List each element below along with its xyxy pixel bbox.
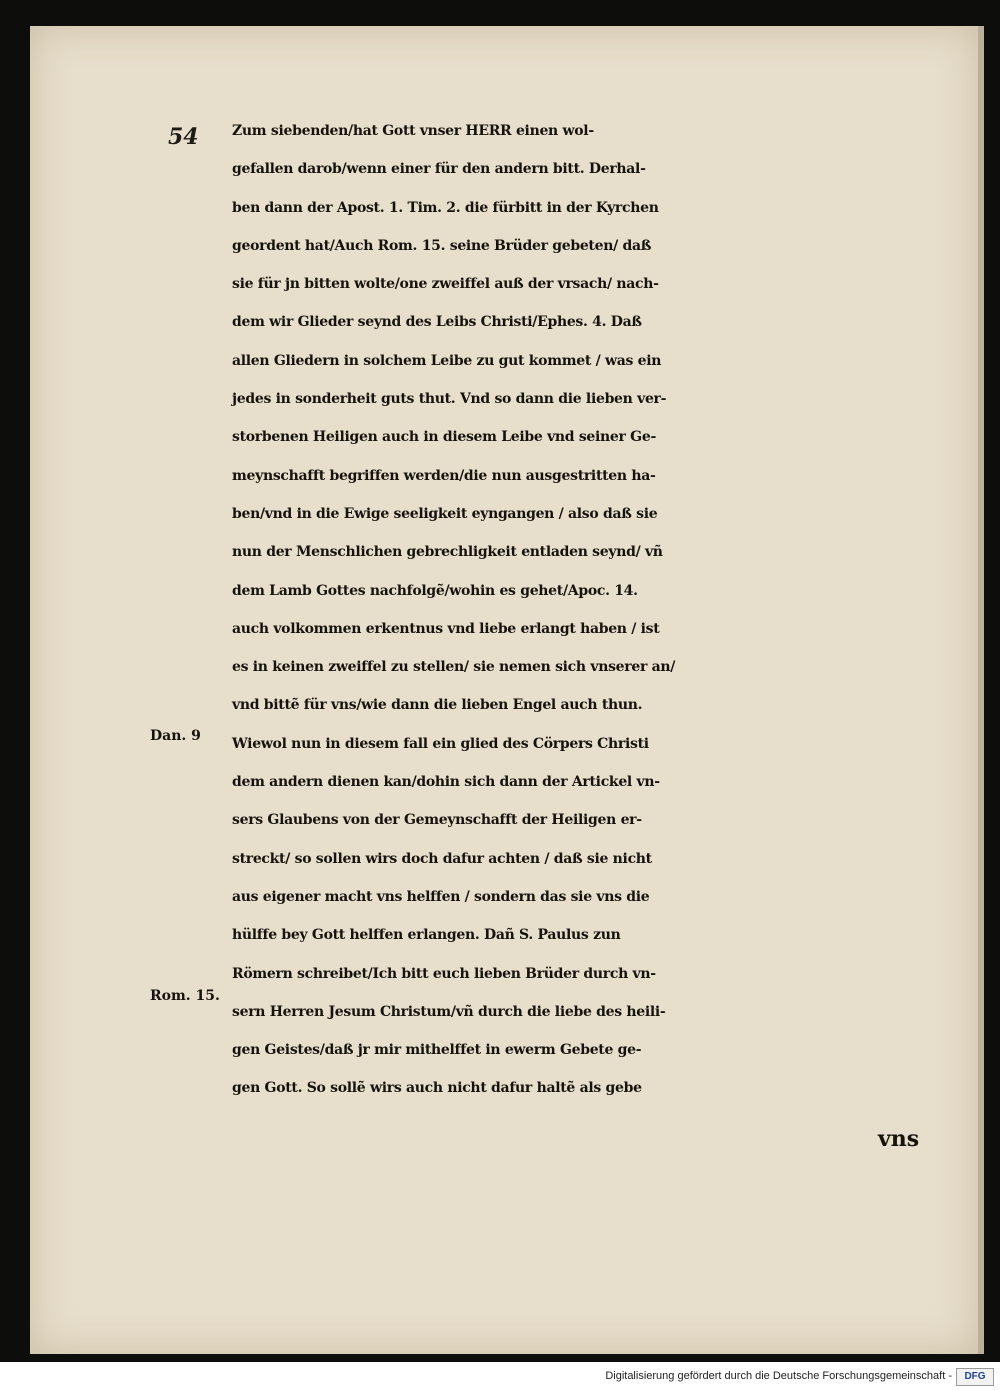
text-line: streckt/ so sollen wirs doch dafur achten / daß sie nicht bbox=[232, 850, 652, 867]
catchword: vns bbox=[878, 1126, 920, 1152]
text-line: sers Glaubens von der Gemeynschafft der Heiligen er- bbox=[232, 812, 642, 829]
footer bbox=[0, 1366, 1000, 1390]
text-line: gen Gott. So sollẽ wirs auch nicht dafur haltẽ als gebe bbox=[232, 1080, 642, 1097]
text-line: dem wir Glieder seynd des Leibs Christi/Ephes. 4. Daß bbox=[232, 314, 642, 331]
footer-credit: Digitalisierung gefördert durch die Deutsche Forschungsgemeinschaft - bbox=[605, 1370, 952, 1382]
text-line: ben dann der Apost. 1. Tim. 2. die fürbitt in der Kyrchen bbox=[232, 199, 659, 216]
text-line: gen Geistes/daß jr mir mithelffet in ewerm Gebete ge- bbox=[232, 1042, 642, 1059]
text-line: jedes in sonderheit guts thut. Vnd so dann die lieben ver- bbox=[232, 391, 667, 408]
text-line: dem Lamb Gottes nachfolgẽ/wohin es gehet/Apoc. 14. bbox=[232, 582, 638, 599]
text-line: storbenen Heiligen auch in diesem Leibe vnd seiner Ge- bbox=[232, 429, 656, 446]
dfg-logo: DFG bbox=[956, 1368, 994, 1386]
text-line: aus eigener macht vns helffen / sondern das sie vns die bbox=[232, 888, 650, 905]
text-line: dem andern dienen kan/dohin sich dann der Artickel vn- bbox=[232, 774, 660, 791]
text-line: gefallen darob/wenn einer für den andern bitt. Derhal- bbox=[232, 161, 646, 178]
text-line: Römern schreibet/Ich bitt euch lieben Brüder durch vn- bbox=[232, 965, 656, 982]
page-number: 54 bbox=[168, 124, 199, 150]
margin-note-dan: Dan. 9 bbox=[150, 728, 201, 744]
text-line: Wiewol nun in diesem fall ein glied des Cörpers Christi bbox=[232, 735, 649, 752]
text-line: es in keinen zweiffel zu stellen/ sie nemen sich vnserer an/ bbox=[232, 659, 676, 676]
page-edge bbox=[978, 26, 984, 1354]
text-line: meynschafft begriffen werden/die nun ausgestritten ha- bbox=[232, 467, 656, 484]
margin-note-rom: Rom. 15. bbox=[150, 988, 220, 1004]
text-line: sie für jn bitten wolte/one zweiffel auß der vrsach/ nach- bbox=[232, 276, 659, 293]
text-line: auch volkommen erkentnus vnd liebe erlangt haben / ist bbox=[232, 620, 660, 637]
text-line: hülffe bey Gott helffen erlangen. Dañ S. Paulus zun bbox=[232, 927, 621, 944]
body-text bbox=[232, 112, 942, 1108]
text-line: Zum siebenden/hat Gott vnser HERR einen wol- bbox=[232, 123, 594, 139]
text-line: ben/vnd in die Ewige seeligkeit eyngangen / also daß sie bbox=[232, 505, 658, 522]
text-line: sern Herren Jesum Christum/vñ durch die liebe des heili- bbox=[232, 1003, 666, 1020]
text-line: allen Gliedern in solchem Leibe zu gut kommet / was ein bbox=[232, 352, 662, 369]
text-line: geordent hat/Auch Rom. 15. seine Brüder gebeten/ daß bbox=[232, 237, 652, 254]
text-line: vnd bittẽ für vns/wie dann die lieben Engel auch thun. bbox=[232, 697, 643, 714]
text-line: nun der Menschlichen gebrechligkeit entladen seynd/ vñ bbox=[232, 544, 663, 561]
